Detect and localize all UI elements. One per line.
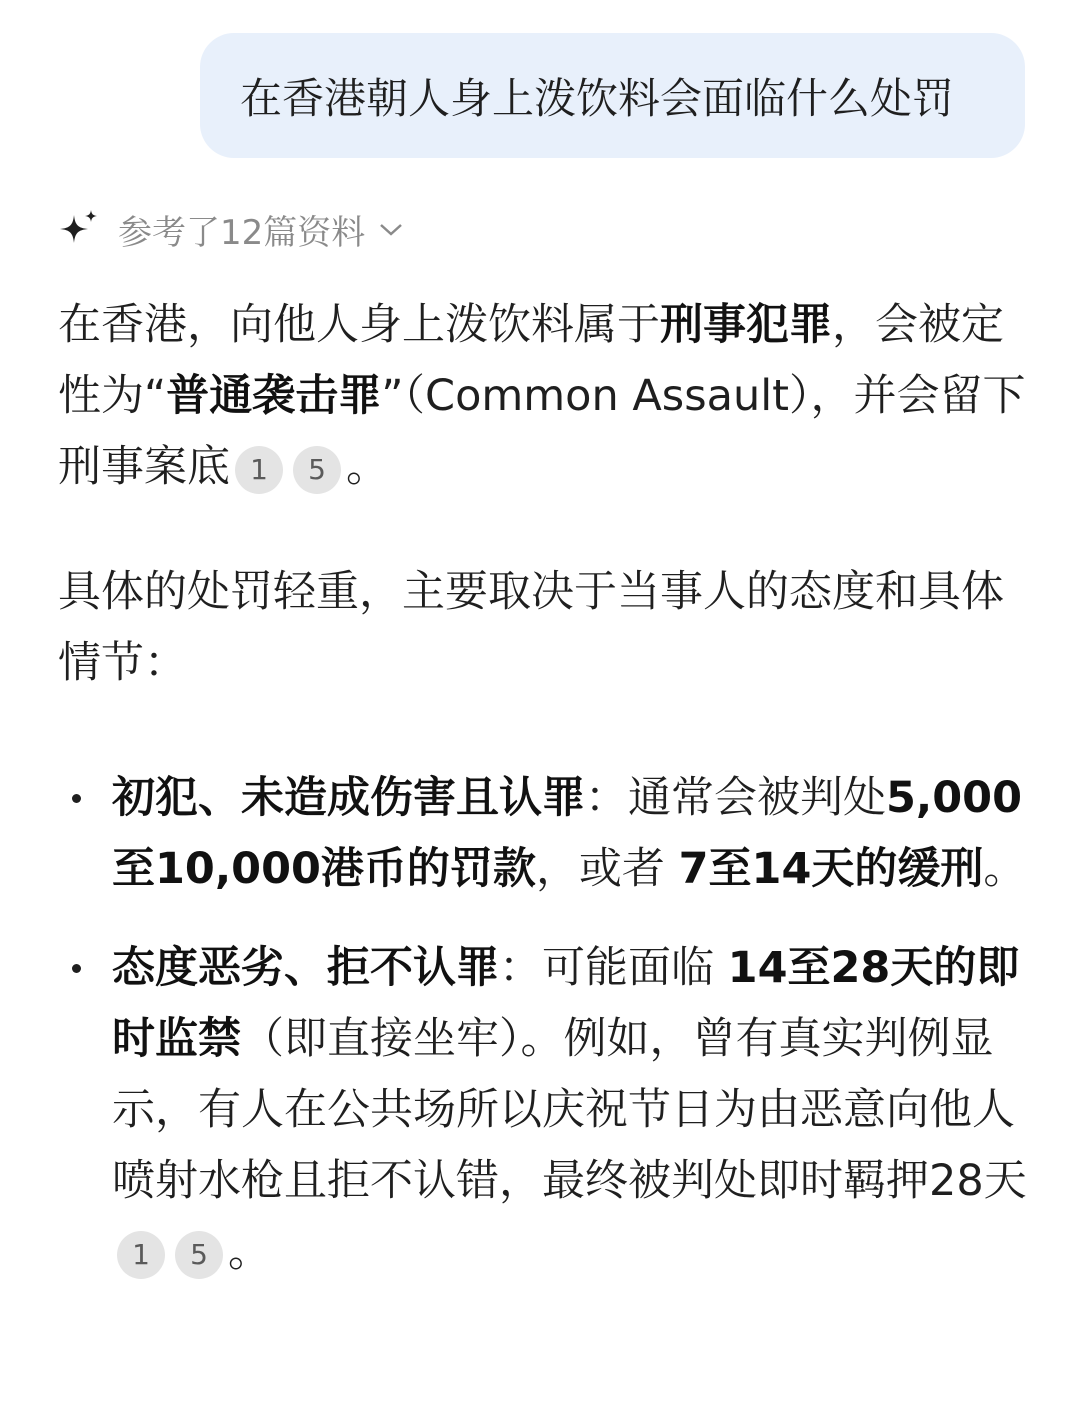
citation-badge[interactable]: 5: [175, 1231, 223, 1279]
text: 在香港，向他人身上泼饮料属于: [58, 300, 660, 350]
citation-badge[interactable]: 1: [117, 1231, 165, 1279]
text: ，会被定性为“: [58, 300, 1004, 421]
bold-text: 刑事犯罪: [660, 300, 832, 350]
text: （即直接坐牢）。例如，曾有真实判例显示，有人在公共场所以庆祝节日为由恶意向他人喷射水枪且拒不认错，最终被判处即时羁押28天: [112, 1014, 1027, 1206]
list-item: [58, 933, 1033, 1288]
bold-text: 5,000至10,000港币的罚款: [112, 773, 1023, 894]
bold-text: 初犯、未造成伤害且认罪: [112, 773, 585, 823]
text: 。: [346, 442, 389, 492]
answer-paragraph: [58, 290, 1033, 503]
bold-text: 14至28天的即时监禁: [112, 943, 1020, 1064]
text: 。: [983, 844, 1027, 894]
user-message-bubble: [200, 33, 1025, 158]
text: ”（Common Assault），并会留下刑事案底: [58, 371, 1026, 492]
text: 。: [228, 1227, 271, 1277]
bullet-icon: [72, 794, 81, 803]
citation-badge[interactable]: 5: [293, 446, 341, 494]
bold-text: 7至14天的缓刑: [678, 844, 984, 894]
sources-toggle[interactable]: [58, 205, 403, 254]
user-message-text: 在香港朝人身上泼饮料会面临什么处罚: [240, 73, 955, 123]
penalty-list: [58, 763, 1033, 1288]
citation-badge[interactable]: 1: [235, 446, 283, 494]
bullet-icon: [72, 964, 81, 973]
answer-paragraph: 具体的处罚轻重，主要取决于当事人的态度和具体情节：: [58, 567, 1004, 688]
text: ：通常会被判处: [585, 773, 886, 823]
text: ，或者: [535, 844, 679, 894]
chevron-down-icon: [379, 223, 403, 237]
answer-content: [58, 290, 1033, 1316]
bold-text: 态度恶劣、拒不认罪: [112, 943, 499, 993]
text: ：可能面临: [499, 943, 728, 993]
bold-text: 普通袭击罪: [166, 371, 382, 421]
list-item: [58, 763, 1033, 905]
sparkle-icon: [58, 209, 100, 251]
sources-label: 参考了12篇资料: [118, 213, 366, 253]
